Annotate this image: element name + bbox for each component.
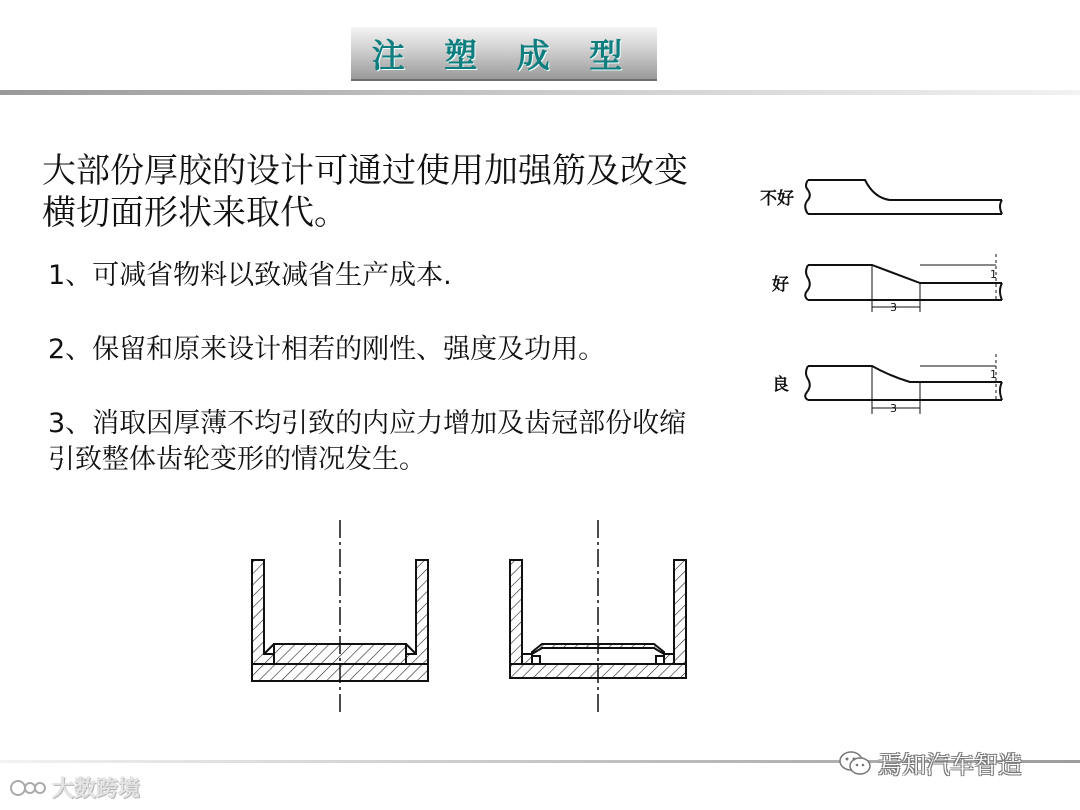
slide-title: 注 塑 成 型 (371, 35, 637, 75)
dimension-3-good: 3 (890, 301, 897, 314)
watermark-right-text: 焉知汽车智造 (878, 751, 1022, 779)
dimension-1-good: 1 (990, 268, 997, 281)
watermark-left-text: 大数跨境 (52, 777, 141, 802)
wechat-icon (838, 750, 872, 776)
watermark-right (838, 745, 1022, 780)
cup-section-diagrams (240, 518, 700, 720)
lead-paragraph: 大部份厚胶的设计可通过使用加强筋及改变横切面形状来取代。 (42, 151, 688, 233)
label-fine: 良 (772, 375, 789, 395)
list-item: 3、消取因厚薄不均引致的内应力增加及齿冠部份收缩引致整体齿轮变形的情况发生。 (48, 408, 687, 475)
header-divider (0, 90, 1080, 95)
dimension-3-fine: 3 (890, 402, 897, 415)
watermark-left (8, 772, 140, 803)
dimension-1-fine: 1 (990, 368, 997, 381)
list-item: 2、保留和原来设计相若的刚性、强度及功用。 (48, 334, 606, 365)
label-good: 好 (772, 275, 789, 295)
list-item: 1、可减省物料以致减省生产成本. (48, 260, 452, 291)
dashujk-logo-icon (8, 777, 48, 799)
label-bad: 不好 (760, 189, 794, 209)
wall-transition-diagram (750, 170, 1030, 430)
slide-title-banner (351, 27, 657, 81)
